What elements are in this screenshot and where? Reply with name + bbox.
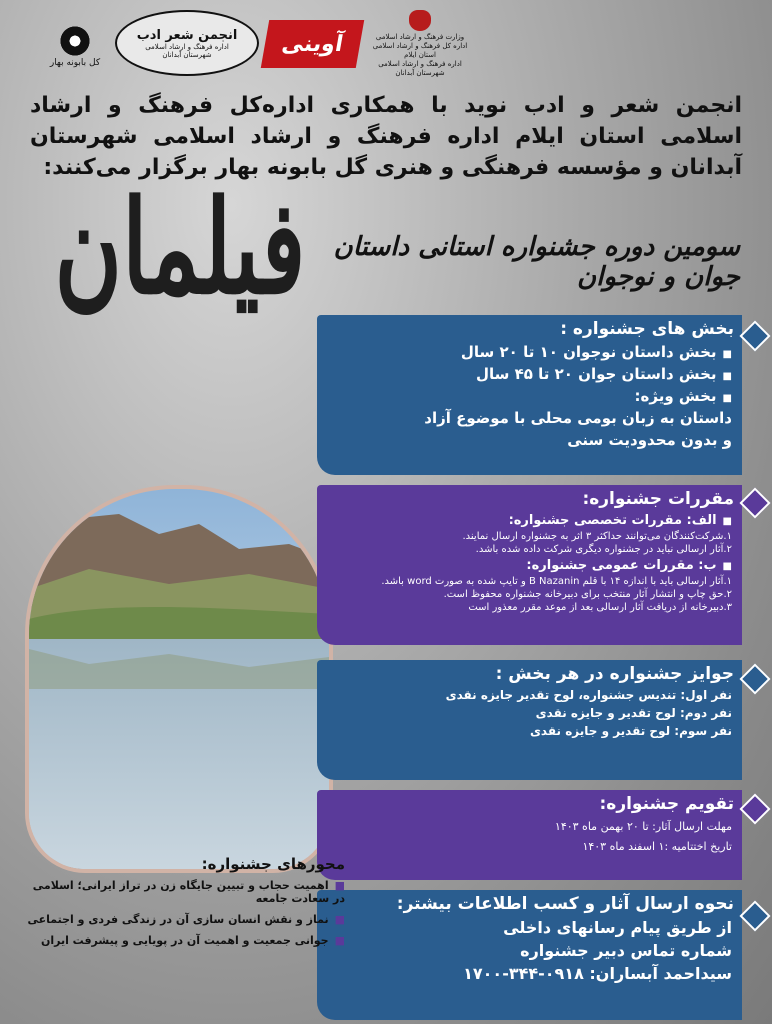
ministry-logo: [365, 10, 475, 78]
festival-axes: [25, 855, 345, 955]
rule-item: ۲.آثار ارسالی نباید در جشنواره دیگری شرکت داده شده باشد.: [475, 544, 732, 555]
contact-title: نحوه ارسال آثار و کسب اطلاعات بیشتر:: [396, 894, 734, 914]
rules-a-title: ■ الف: مقررات تخصصی جشنواره:: [317, 511, 742, 530]
rule-item: ۲.حق چاپ و انتشار آثار منتخب برای دبیرخانه جشنواره محفوظ است.: [443, 589, 732, 600]
prize-item: نفر اول: تندیس جشنواره، لوح تقدیر جایزه نقدی: [445, 688, 732, 702]
ornament-icon: [739, 487, 770, 518]
ministry-line2: اداره کل فرهنگ و ارشاد اسلامی استان ایلام: [372, 41, 468, 59]
ornament-icon: [739, 320, 770, 351]
section-item: ■ بخش داستان نوجوان ۱۰ تا ۲۰ سال: [317, 341, 742, 363]
axes-item: ■ نماز و نقش انسان سازی آن در زندگی فردی و اجتماعی: [25, 913, 345, 926]
special-section-text2: و بدون محدودیت سنی: [567, 431, 732, 449]
prize-item: نفر سوم: لوح تقدیر و جایزه نقدی: [529, 724, 732, 738]
ornament-icon: [739, 793, 770, 824]
axes-item: ■ جوانی جمعیت و اهمیت آن در پویایی و پیشرفت ایران: [25, 934, 345, 947]
aveeni-logo: [261, 20, 364, 68]
calendar-closing: تاریخ اختتامیه :۱ اسفند ماه ۱۴۰۳: [582, 840, 732, 853]
poetry-society-line2: اداره فرهنگ و ارشاد اسلامی: [145, 42, 229, 51]
contact-panel: [317, 890, 742, 1020]
flower-logo-caption: کل بابونه بهار: [49, 58, 101, 68]
rules-b-title: ■ ب: مقررات عمومی جشنواره:: [317, 556, 742, 575]
flower-icon: [58, 24, 92, 58]
contact-line: از طریق پیام رسانهای داخلی: [503, 918, 732, 937]
calendar-title: تقویم جشنواره:: [599, 794, 734, 814]
calendar-panel: [317, 790, 742, 880]
festival-subtitle: سومین دوره جشنواره استانی داستان جوان و نوجوان: [333, 232, 740, 292]
emblem-icon: [409, 10, 431, 31]
poetry-society-logo: [115, 10, 259, 76]
sections-panel: [317, 315, 742, 475]
ministry-line3: اداره فرهنگ و ارشاد اسلامی شهرستان آبدانان: [378, 59, 462, 77]
special-section-text: داستان به زبان بومی محلی با موضوع آزاد: [424, 409, 732, 427]
calendar-deadline: مهلت ارسال آثار: تا ۲۰ بهمن ماه ۱۴۰۳: [554, 820, 732, 833]
axes-title: محورهای جشنواره:: [201, 855, 345, 873]
sections-title: بخش های جشنواره :: [560, 319, 734, 339]
landscape-photo: [25, 485, 333, 873]
section-item: ■ بخش داستان جوان ۲۰ تا ۴۵ سال: [317, 363, 742, 385]
ministry-line1: وزارت فرهنگ و ارشاد اسلامی: [375, 32, 465, 41]
rules-panel: [317, 485, 742, 645]
intro-text: انجمن شعر و ادب نوید با همکاری اداره‌کل فرهنگ و ارشاد اسلامی استان ایلام اداره فرهنگ و ارشاد اسلامی شهرستان آبدانان و مؤسسه فرهنگی و هنری گل بابونه بهار برگزار می‌کنند:: [30, 93, 742, 181]
ornament-icon: [739, 663, 770, 694]
prizes-panel: [317, 660, 742, 780]
rules-title: مقررات جشنواره:: [582, 489, 734, 509]
poetry-society-line3: شهرستان آبدانان: [162, 50, 212, 59]
section-item: ■ بخش ویژه:: [317, 385, 742, 407]
poetry-society-title: انجمن شعر ادب: [136, 27, 238, 43]
flower-logo: [40, 16, 110, 76]
contact-line: شماره تماس دبیر جشنواره: [520, 941, 732, 960]
logo-row: [40, 8, 468, 78]
ornament-icon: [739, 900, 770, 931]
landscape-illustration: [29, 489, 329, 869]
contact-phone: سیداحمد آبساران: ۰۹۱۸-۳۴۴-۱۷۰۰: [463, 964, 732, 983]
rule-item: ۱.شرکت‌کنندگان می‌توانند حداکثر ۳ اثر به جشنواره ارسال نمایند.: [462, 531, 732, 542]
axes-item: ■ اهمیت حجاب و تبیین جایگاه زن در تراز ایرانی؛ اسلامی در سعادت جامعه: [25, 879, 345, 905]
prizes-title: جوایز جشنواره در هر بخش :: [495, 664, 734, 684]
rule-item: ۱.آثار ارسالی باید با اندازه ۱۴ با قلم B Nazanin و تایپ شده به صورت word باشد.: [381, 576, 732, 587]
aveeni-text: آوینی: [279, 31, 346, 57]
festival-title: فیلمان: [54, 171, 306, 323]
prize-item: نفر دوم: لوح تقدیر و جایزه نقدی: [535, 706, 732, 720]
rule-item: ۳.دبیرخانه از دریافت آثار ارسالی بعد از موعد مقرر معذور است: [468, 602, 732, 613]
